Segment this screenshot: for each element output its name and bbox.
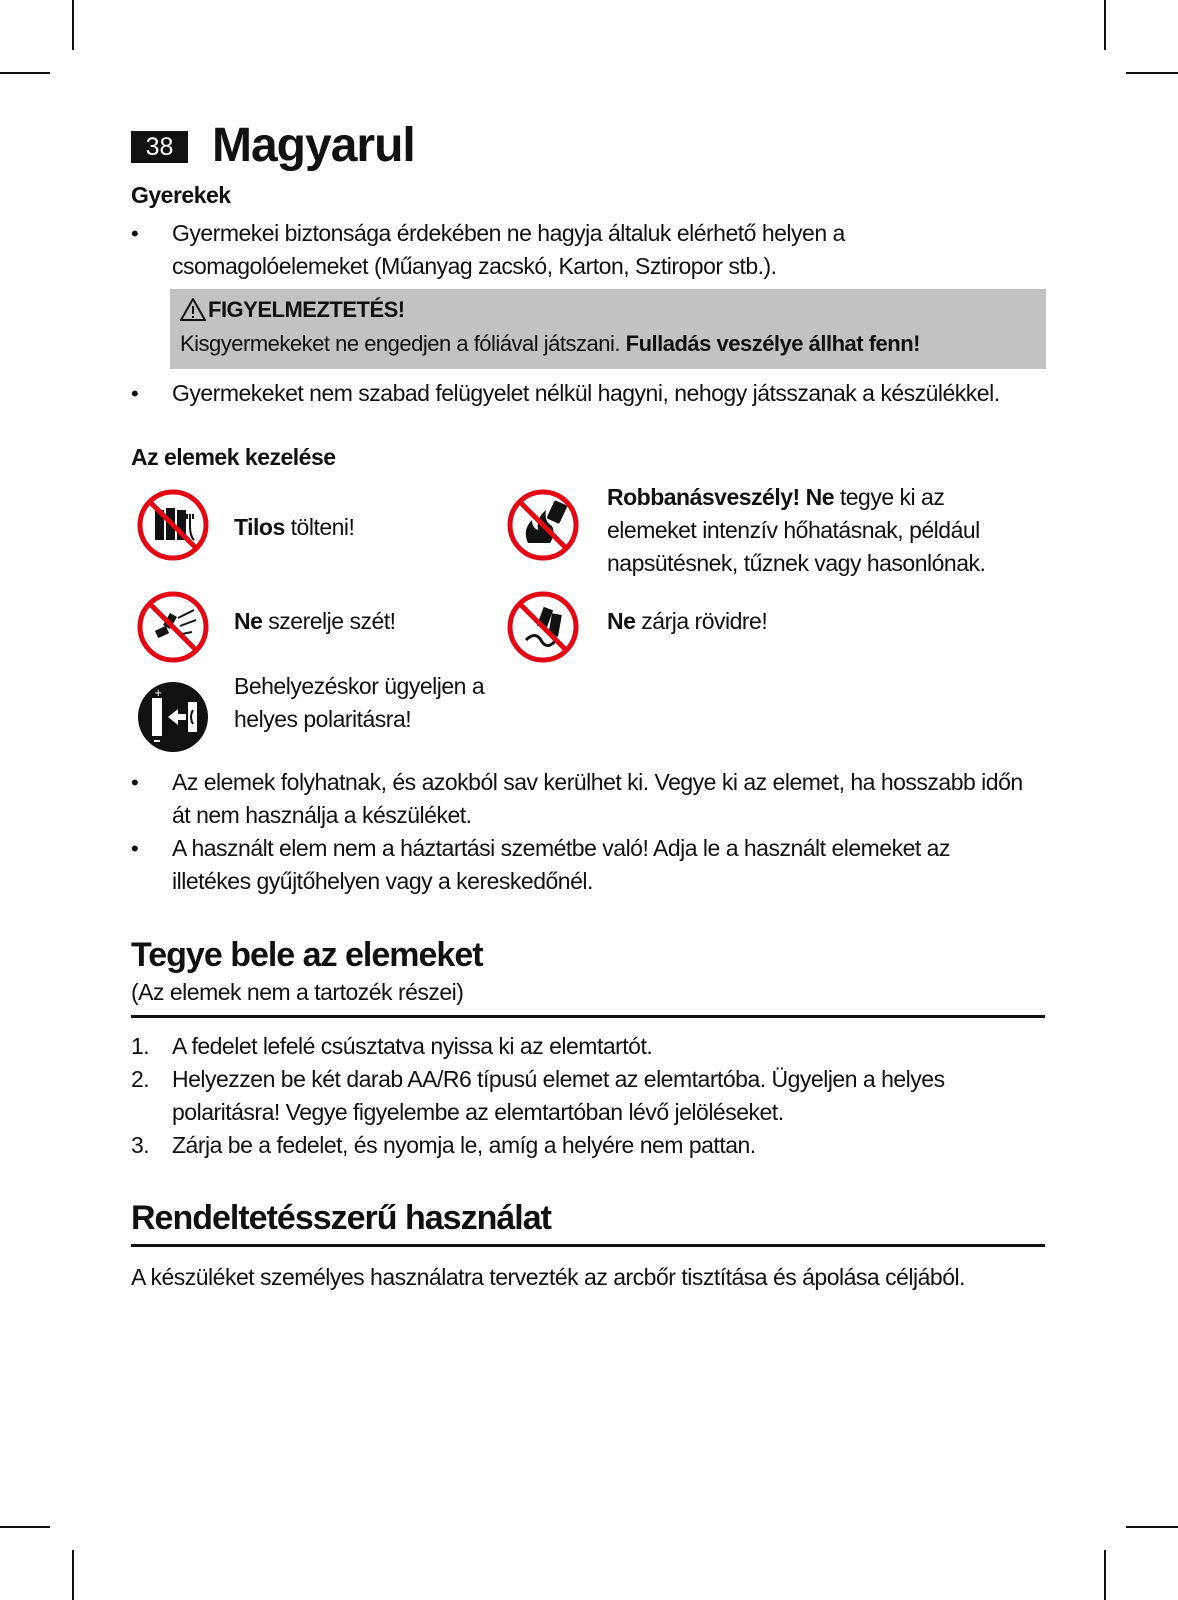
children-bullet-2: Gyermekeket nem szabad felügyelet nélkül hagyni, nehogy játsszanak a készülékkel. bbox=[172, 380, 1000, 406]
warning-text: Kisgyermekeket ne engedjen a fóliával játszani. Fulladás veszélye állhat fenn! bbox=[180, 331, 920, 356]
section-rule bbox=[131, 1015, 1045, 1018]
bullet-marker: • bbox=[131, 221, 139, 246]
batteries-bullet-2: A használt elem nem a háztartási szemétbe való! Adja le a használt elemeket az illetékes gyűjtőhelyen vagy a kereskedőnél. bbox=[172, 835, 950, 894]
battery-rule-no-disassemble: Ne szerelje szét! bbox=[234, 608, 396, 634]
children-bullet-1: Gyermekei biztonsága érdekében ne hagyja általuk elérhető helyen a csomagolóelemeket (Műanyag zacskó, Karton, Sztiropor stb.). bbox=[172, 220, 845, 279]
step-number: 3. bbox=[131, 1132, 150, 1158]
batteries-bullet-1: Az elemek folyhatnak, és azokból sav kerülhet ki. Vegye ki az elemet, ha hosszabb időn át nem használja a készüléket. bbox=[172, 769, 1023, 828]
bullet-marker: • bbox=[131, 381, 139, 406]
warning-box bbox=[170, 289, 1046, 369]
crop-mark bbox=[1126, 1526, 1178, 1528]
no-fire-icon bbox=[506, 488, 580, 562]
no-short-circuit-icon bbox=[506, 590, 580, 664]
battery-rule-no-charging: Tilos tölteni! bbox=[234, 514, 355, 540]
battery-rule-no-short-circuit: Ne zárja rövidre! bbox=[607, 608, 768, 634]
step-number: 1. bbox=[131, 1033, 150, 1059]
warning-triangle-icon bbox=[180, 298, 206, 321]
bullet-marker: • bbox=[131, 836, 139, 861]
warning-title: FIGYELMEZTETÉS! bbox=[180, 295, 405, 325]
insert-note: (Az elemek nem a tartozék részei) bbox=[131, 979, 464, 1005]
crop-mark bbox=[1126, 72, 1178, 74]
children-heading: Gyerekek bbox=[131, 182, 231, 208]
crop-mark bbox=[72, 1550, 74, 1600]
crop-mark bbox=[1104, 0, 1106, 50]
batteries-heading: Az elemek kezelése bbox=[131, 444, 336, 470]
step-text: A fedelet lefelé csúsztatva nyissa ki az elemtartót. bbox=[172, 1033, 653, 1059]
step-number: 2. bbox=[131, 1066, 150, 1092]
page-number: 38 bbox=[131, 131, 188, 163]
intended-use-heading: Rendeltetésszerű használat bbox=[131, 1199, 551, 1237]
battery-rule-polarity: Behelyezéskor ügyeljen a helyes polaritásra! bbox=[234, 673, 485, 732]
svg-text:+: + bbox=[154, 688, 163, 699]
polarity-icon bbox=[136, 680, 210, 754]
step-text: Helyezzen be két darab AA/R6 típusú elemet az elemtartóba. Ügyeljen a helyes polaritásra! Vegye figyelembe az elemtartóban lévő jelöléseket. bbox=[172, 1066, 945, 1125]
no-charging-icon bbox=[136, 488, 210, 562]
step-text: Zárja be a fedelet, és nyomja le, amíg a helyére nem pattan. bbox=[172, 1132, 756, 1158]
bullet-marker: • bbox=[131, 770, 139, 795]
page-title: Magyarul bbox=[212, 119, 415, 172]
crop-mark bbox=[1104, 1550, 1106, 1600]
insert-heading: Tegye bele az elemeket bbox=[131, 936, 483, 974]
section-rule bbox=[131, 1244, 1045, 1247]
crop-mark bbox=[0, 1526, 50, 1528]
crop-mark bbox=[72, 0, 74, 50]
no-disassemble-icon bbox=[136, 590, 210, 664]
intended-use-text: A készüléket személyes használatra tervezték az arcbőr tisztítása és ápolása céljából. bbox=[131, 1264, 965, 1290]
battery-rule-no-fire: Robbanásveszély! Ne tegye ki az elemeket intenzív hőhatásnak, például napsütésnek, tűznek vagy hasonlónak. bbox=[607, 484, 986, 576]
crop-mark bbox=[0, 72, 50, 74]
